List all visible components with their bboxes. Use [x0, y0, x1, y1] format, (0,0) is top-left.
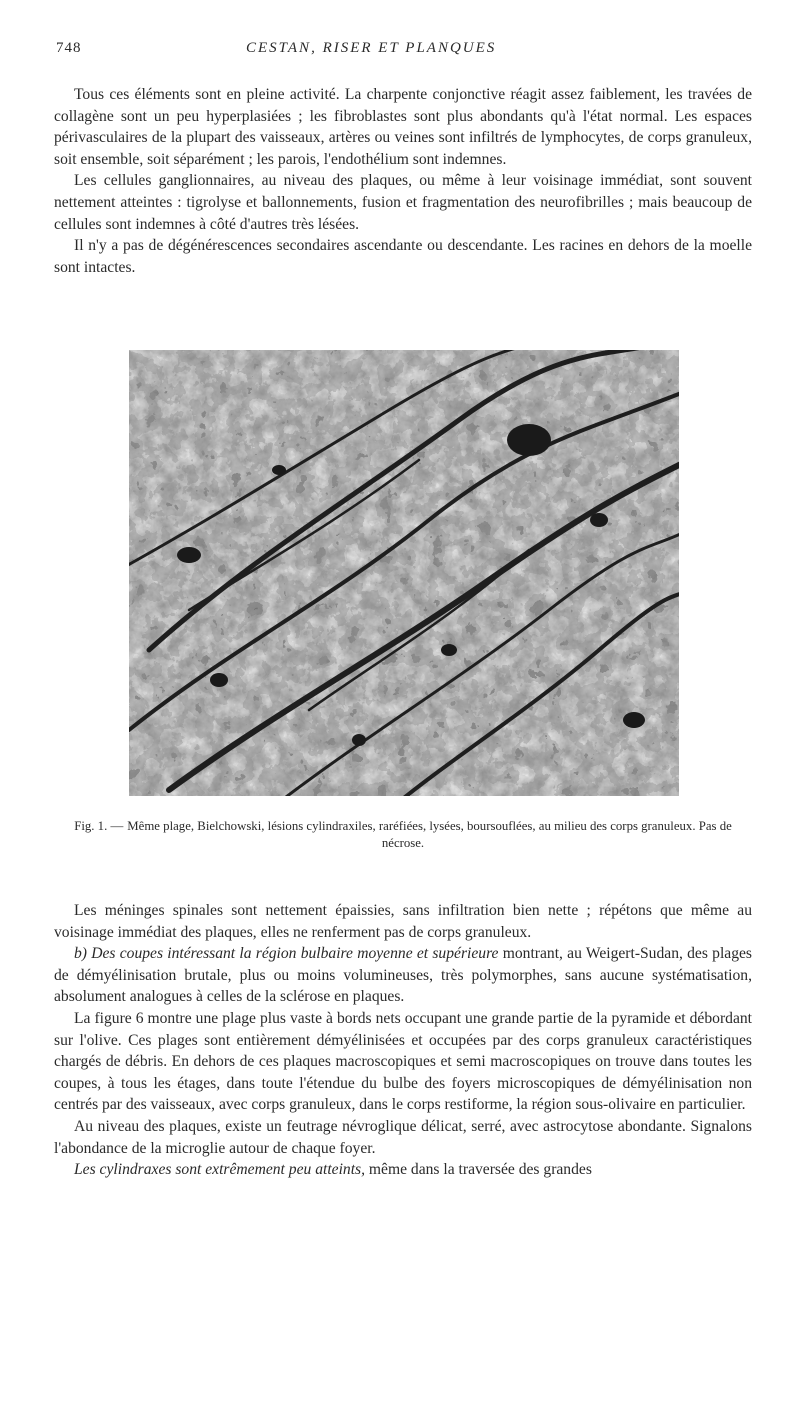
page-header — [56, 40, 756, 62]
figure-caption — [54, 818, 752, 852]
bottom-text-block — [54, 900, 752, 1181]
paragraph-text: montrant, au Weigert-Sudan, des plages de démyélinisation brutale, plus ou moins volumineuses, très polymorphes, sans aucune systématisation, absolument analogues à celles de la sclérose en plaques. — [54, 945, 752, 1006]
paragraph: La figure 6 montre une plage plus vaste à bords nets occupant une grande partie de la pyramide et débordant sur l'olive. Ces plages sont entièrement démyélinisées et occupées par des corps granuleux caractéristiques chargés de débris. En dehors de ces plaques macroscopiques et semi macroscopiques on trouve dans toutes les coupes, à tous les étages, dans toute l'étendue du bulbe des foyers microscopiques de démyélinisation non centrés par des vaisseaux, avec corps granuleux, dans le corps restiforme, la région sous-olivaire en particulier. — [54, 1009, 752, 1114]
figure-label: Fig. 1. — — [74, 819, 124, 833]
running-title: CESTAN, RISER ET PLANQUES — [246, 40, 497, 56]
italic-phrase: b) Des coupes intéressant la région bulbaire moyenne et supérieure — [74, 945, 499, 963]
paragraph: Les méninges spinales sont nettement épaissies, sans infiltration bien nette ; répétons que même au voisinage immédiat des plaques, elles ne renferment pas de corps granuleux. — [54, 902, 752, 941]
micrograph-image — [129, 350, 679, 796]
page-number: 748 — [56, 40, 82, 56]
italic-phrase: Les cylindraxes sont extrêmement peu atteints, — [74, 1161, 366, 1179]
paragraph: Au niveau des plaques, existe un feutrage névroglique délicat, serré, avec astrocytose abondante. Signalons l'abondance de la microglie autour de chaque foyer. — [54, 1117, 752, 1157]
paragraph — [54, 943, 752, 1008]
paragraph: Les cellules ganglionnaires, au niveau des plaques, ou même à leur voisinage immédiat, sont souvent nettement atteintes : tigrolyse et ballonnements, fusion et fragmentation des neurofibrilles ; mais beaucoup de cellules sont indemnes à côté d'autres très lésées. — [54, 172, 752, 233]
paragraph: Il n'y a pas de dégénérescences secondaires ascendante ou descendante. Les racines en dehors de la moelle sont intactes. — [54, 237, 752, 276]
top-text-block — [54, 84, 752, 278]
figure-caption-text: Même plage, Bielchowski, lésions cylindraxiles, raréfiées, lysées, boursouflées, au milieu des corps granuleux. Pas de nécrose. — [127, 819, 732, 850]
micrograph-figure — [129, 350, 679, 796]
paragraph-text: même dans la traversée des grandes — [365, 1161, 592, 1179]
paragraph: Tous ces éléments sont en pleine activité. La charpente conjonctive réagit assez faiblement, les travées de collagène sont un peu hyperplasiées ; les fibroblastes sont plus abondants qu'à l'état normal. Les espaces périvasculaires de la plupart des vaisseaux, artères ou veines sont infiltrés de lymphocytes, de corps granuleux, soit ensemble, soit séparément ; les parois, l'endothélium sont indemnes. — [54, 86, 752, 168]
paragraph — [54, 1159, 752, 1181]
